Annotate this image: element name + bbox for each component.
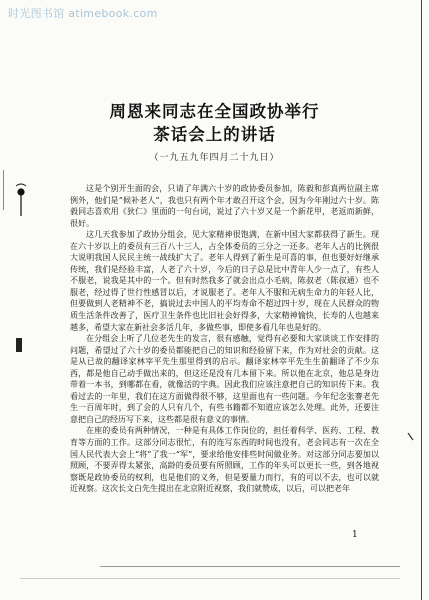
watermark: 时光图书馆 atimebook.com: [8, 7, 158, 20]
paragraph: 在座的委员有两种情况，一种是有具体工作岗位的，担任着科学、医药、工程、教育等方面的工作。这部分同志很忙，有的连写东西的时间也没有，老会同志有一次在全国人民代表大会上“将”了我一“军”，要求给他安排些时间做业务。对这部分同志要加以照顾，不要弄得太紧张，高龄的委员要有所照顾，工作的年头可以更长一些，到各地视察既是政协委员的权利，也是他们的义务，但是要量力而行，有的可以不去，也可以就近视察。这次长文白先生提出在北京附近视察，我们就赞成，以后，可以把老年: [70, 426, 379, 494]
bottom-rule-faint: [20, 578, 400, 579]
bottom-rule: [100, 566, 400, 567]
paragraph: 这是个别开生面的会，只请了年满六十岁的政协委员参加，陈毅和彭真两位副主席例外，他们是“候补老人”，我也只有两个年才敢召开这个会，因为今年刚过六十岁。陈毅同志喜欢用《狄仁》里面的一句台词，说过了六十岁又是一个新花甲，老返而新鲜，很好。: [70, 184, 379, 228]
ink-tick-mark: [407, 432, 415, 442]
body-text: [70, 183, 379, 495]
paragraph: 这几天我参加了政协分组会，见大家精神很饱满，在新中国大家都获得了新生。现在六十岁以上的委员有三百八十三人，占全体委员的三分之一还多。老年人占的比例很大说明我国人民民主统一战线扩大了。老年人得到了新生是可喜的事，但也要好好继承传统，我们是经验丰富，人老了六十岁，今后的日子总是比中青年人少一点了，有些人不服老，说我是其中的一个。但有时然我多了就会出点小毛病，陈叔老（陈叔通）也不服老，经过得了世行性感冒以后，才说服老了。老年人不服和无病生命力的年轻人比，但要做到人老精神不老，搞说过去中国人的平均寿命不超过四十岁，现在人民群众的物质生活条件改善了，医疗卫生条件也比旧社会好得多，大家精神愉快，长寿的人也越来越多，希望大家在新社会多活几年，多做些事，即使多看几年也是好的。: [70, 230, 379, 332]
page-title-line-2: 茶话会上的讲话: [153, 125, 276, 144]
speech-date: （一九五九年四月二十九日）: [149, 153, 280, 163]
page-number: 1: [352, 530, 358, 540]
paragraph: 在分组会上听了几位老先生的发言，很有感触，觉得有必要和大家谈谈工作安排的问题，希望过了六十岁的委员都能把自己的知识和经验留下来，作为对社会的贡献。这是从已故的翻译家林宰平先生那里得到的启示。翻译家林宰平先生生前翻译了不少东西，都是他自己动手做出来的，但这还是没有几本留下来。所以他在北京，他总是身边带着一本书，到哪都在看，就像活的字典。因此我们应该注意把自己的知识传下来。我看过去的一年里，我们在这方面做得很不够，这里面也有一些问题。今年纪念张謇老先生一百周年时，到了会的人只有几个，有些书籍都不知道应该怎么处理。此外，还要注意把自己的经历写下来，这些都是很有意义的事情。: [70, 334, 379, 424]
page-title-line-1: 周恩来同志在全国政协举行: [109, 102, 320, 121]
page-edge-line: [421, 0, 422, 600]
ink-blot-mark: [14, 178, 28, 218]
ink-dot-mark: [14, 336, 24, 356]
page-edge-mark: [3, 170, 4, 210]
